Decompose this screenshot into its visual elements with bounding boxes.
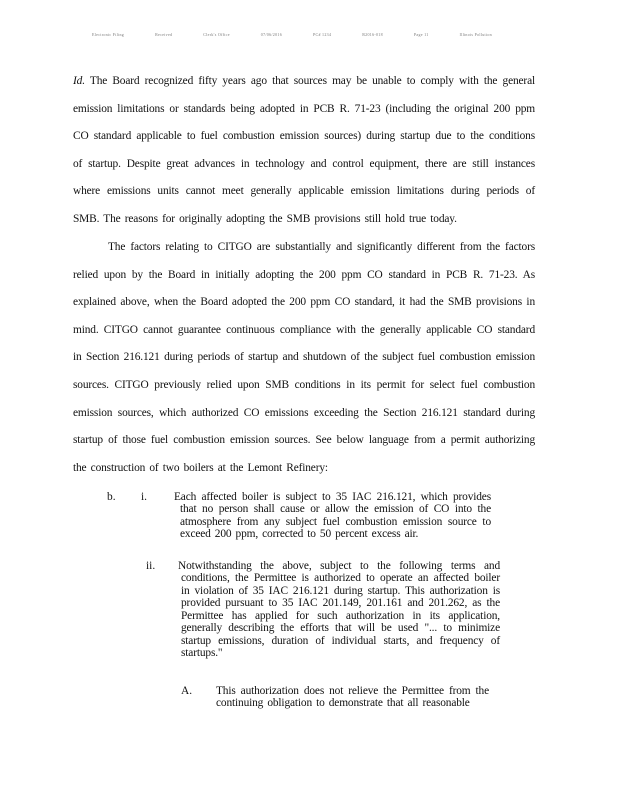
- header-fragment: PC# 1234: [312, 31, 332, 37]
- header-fragment: 07/06/2016: [260, 31, 282, 37]
- quote-item-i: Each affected boiler is subject to 35 IAC 216.121, which provides that no person shall cause or allow the emission of CO into the atmosphere from any subject fuel combustion emission source to exceed 200 ppm, corrected to 50 percent excess air.: [174, 491, 491, 541]
- quote-label-A: A.: [181, 685, 193, 697]
- header-fragment: Illinois Pollution: [459, 31, 492, 37]
- quote-label-ii: ii.: [146, 560, 156, 572]
- paragraph-1-text: The Board recognized fifty years ago that sources may be unable to comply with the general emission limitations or standards being adopted in PCB R. 71-23 (including the original 200 ppm CO standard applicable to fuel combustion emission sources) during startup due to the conditions of startup. Despite great advances in technology and control equipment, there are still instances where emissions units cannot meet generally applicable emission limitations during periods of SMB. The reasons for originally adopting the SMB provisions still hold true today.: [73, 75, 535, 225]
- header-fragment: Received: [155, 31, 173, 37]
- body-paragraph-2: The factors relating to CITGO are substantially and significantly different from the factors relied upon by the Board in initially adopting the 200 ppm CO standard in PCB R. 71-23. As explained above, when the Board adopted the 200 ppm CO standard, it had the SMB provisions in mind. CITGO cannot guarantee continuous compliance with the generally applicable CO standard in Section 216.121 during periods of startup and shutdown of the subject fuel combustion emission sources. CITGO previously relied upon SMB conditions in its permit for select fuel combustion emission sources, which authorized CO emissions exceeding the Section 216.121 standard during startup of those fuel combustion emission sources. See below language from a permit authorizing the construction of two boilers at the Lemont Refinery:: [73, 241, 535, 474]
- header-fragment: R2016-018: [362, 31, 383, 37]
- citation-id: Id.: [73, 75, 85, 87]
- quote-item-A: This authorization does not relieve the Permittee from the continuing obligation to demonstrate that all reasonable: [216, 685, 489, 710]
- header-fragment: Page 11: [413, 31, 429, 37]
- header-fragment: Electronic Filing: [92, 31, 125, 37]
- quote-item-ii: Notwithstanding the above, subject to the following terms and conditions, the Permittee is authorized to operate an affected boiler in violation of 35 IAC 216.121 during startup. This authorization is provided pursuant to 35 IAC 201.149, 201.161 and 201.262, as the Permittee has applied for such authorization in its application, generally describing the efforts that will be used "... to minimize startup emissions, duration of individual starts, and frequency of startups.": [178, 560, 500, 660]
- quote-label-i: i.: [141, 491, 148, 503]
- body-paragraph-1: [73, 68, 535, 234]
- header-fragment: Clerk's Office: [203, 31, 230, 37]
- quote-label-b: b.: [107, 491, 116, 503]
- page-header-stamp: [92, 30, 492, 38]
